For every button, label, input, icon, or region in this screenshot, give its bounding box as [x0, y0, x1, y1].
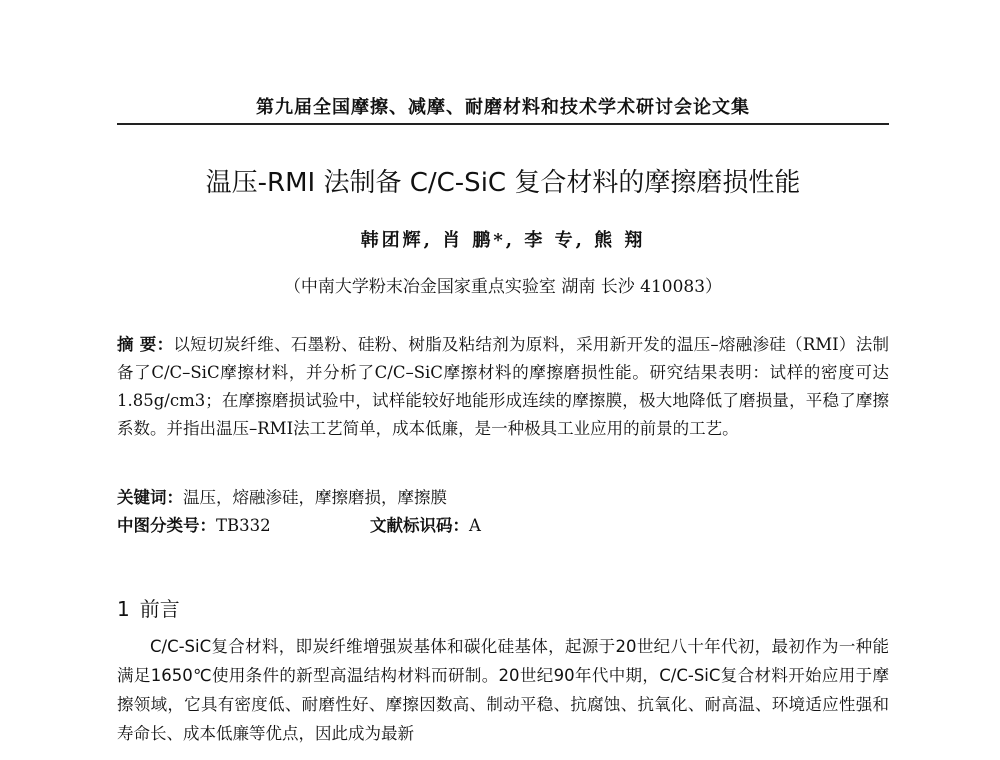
keywords: [117, 484, 447, 508]
document-code-value: A: [469, 516, 481, 535]
abstract: [117, 331, 889, 443]
running-head: 第九届全国摩擦、减摩、耐磨材料和技术学术研讨会论文集: [256, 97, 750, 118]
body-paragraph: C/C-SiC复合材料，即炭纤维增强炭基体和碳化硅基体，起源于20世纪八十年代初，最初作为一种能满足1650℃使用条件的新型高温结构材料而研制。20世纪90年代中期，C/C-SiC复合材料开始应用于摩擦领域，它具有密度低、耐磨性好、摩擦因数高、制动平稳、抗腐蚀、抗氧化、耐高温、环境适应性强和寿命长、成本低廉等优点，因此成为最新: [117, 637, 889, 743]
section-heading: [117, 593, 180, 622]
section-number: 1: [117, 597, 130, 621]
paper-title: 温压-RMI 法制备 C/C-SiC 复合材料的摩擦磨损性能: [205, 168, 801, 198]
classification-value: TB332: [216, 516, 271, 535]
keywords-label: 关键词：: [117, 488, 183, 507]
classification-number: [117, 512, 271, 536]
abstract-label: 摘 要：: [117, 335, 174, 354]
document-code: [370, 512, 481, 536]
keywords-text: 温压，熔融渗硅，摩擦磨损，摩擦膜: [183, 488, 447, 507]
classification-label: 中图分类号：: [117, 516, 216, 535]
header-rule: [117, 123, 889, 125]
document-code-label: 文献标识码：: [370, 516, 469, 535]
abstract-text: 以短切炭纤维、石墨粉、硅粉、树脂及粘结剂为原料，采用新开发的温压–熔融渗硅（RMI）法制备了C/C–SiC摩擦材料，并分析了C/C–SiC摩擦材料的摩擦磨损性能。研究结果表明：试样的密度可达1.85g/cm3；在摩擦磨损试验中，试样能较好地能形成连续的摩擦膜，极大地降低了磨损量，平稳了摩擦系数。并指出温压–RMI法工艺简单，成本低廉，是一种极具工业应用的前景的工艺。: [117, 335, 889, 438]
affiliation: （中南大学粉末冶金国家重点实验室 湖南 长沙 410083）: [283, 277, 723, 297]
author-list: 韩团辉, 肖 鹏*, 李 专, 熊 翔: [360, 230, 646, 251]
section-title: 前言: [139, 597, 180, 621]
